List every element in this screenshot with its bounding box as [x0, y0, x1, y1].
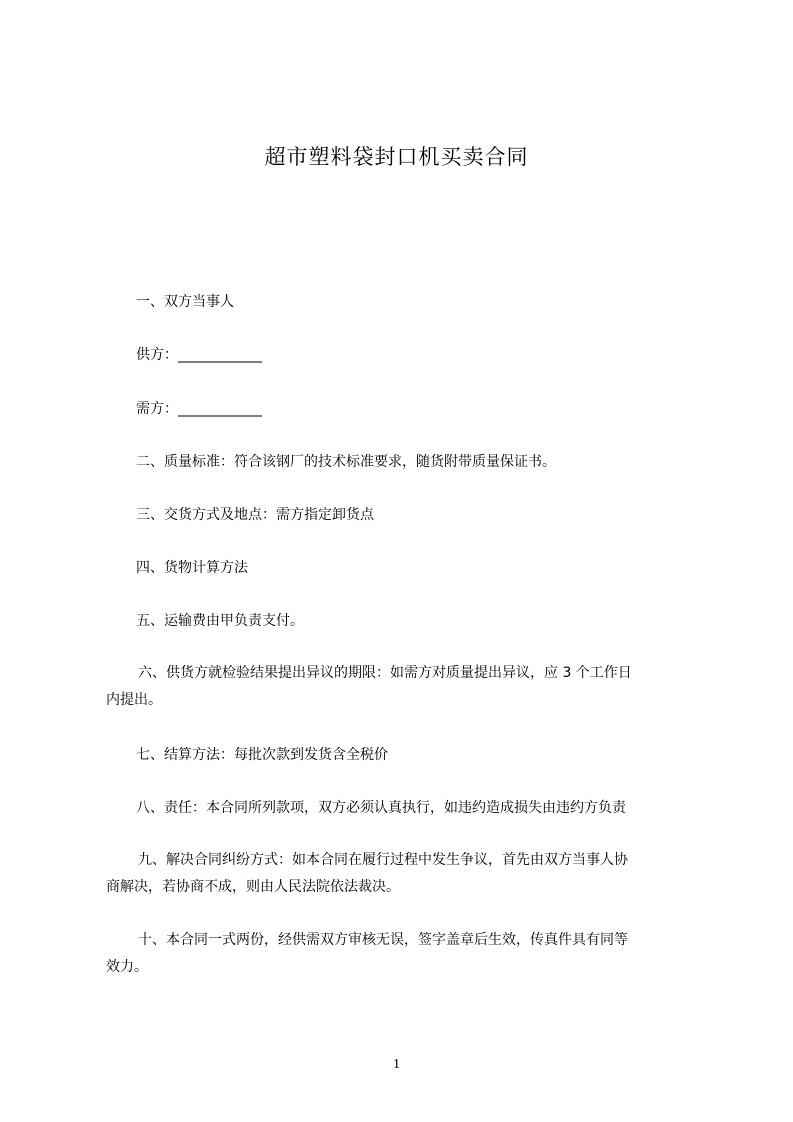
section-5-transport-fee: 五、运输费由甲负责支付。 [136, 613, 304, 629]
buyer-field: 需方：____________ [136, 401, 262, 417]
section-2-quality-standard: 二、质量标准：符合该钢厂的技术标准要求，随货附带质量保证书。 [136, 454, 556, 470]
section-10-line-2: 效力。 [106, 959, 148, 975]
section-1-parties: 一、双方当事人 [136, 294, 234, 310]
section-7-settlement: 七、结算方法：每批次款到发货含全税价 [136, 747, 388, 763]
page-number: 1 [393, 1057, 400, 1072]
section-3-delivery: 三、交货方式及地点：需方指定卸货点 [136, 507, 374, 523]
document-title: 超市塑料袋封口机买卖合同 [264, 145, 529, 169]
section-10-copies-validity [106, 927, 702, 981]
section-6-objection-period [106, 660, 702, 714]
section-6-line-2: 内提出。 [106, 692, 162, 708]
section-6-line-1: 六、供货方就检验结果提出异议的期限：如需方对质量提出异议，应 3 个工作日 [138, 665, 632, 681]
section-9-dispute-resolution [106, 847, 702, 901]
section-8-responsibility: 八、责任：本合同所列款项，双方必须认真执行，如违约造成损失由违约方负责 [136, 800, 626, 816]
supplier-field: 供方：____________ [136, 347, 262, 363]
section-10-line-1: 十、本合同一式两份，经供需双方审核无误，签字盖章后生效，传真件具有同等 [138, 932, 628, 948]
section-4-calculation-method: 四、货物计算方法 [136, 560, 248, 576]
section-9-line-2: 商解决，若协商不成，则由人民法院依法裁决。 [106, 879, 400, 895]
section-9-line-1: 九、解决合同纠纷方式：如本合同在履行过程中发生争议，首先由双方当事人协 [138, 852, 628, 868]
